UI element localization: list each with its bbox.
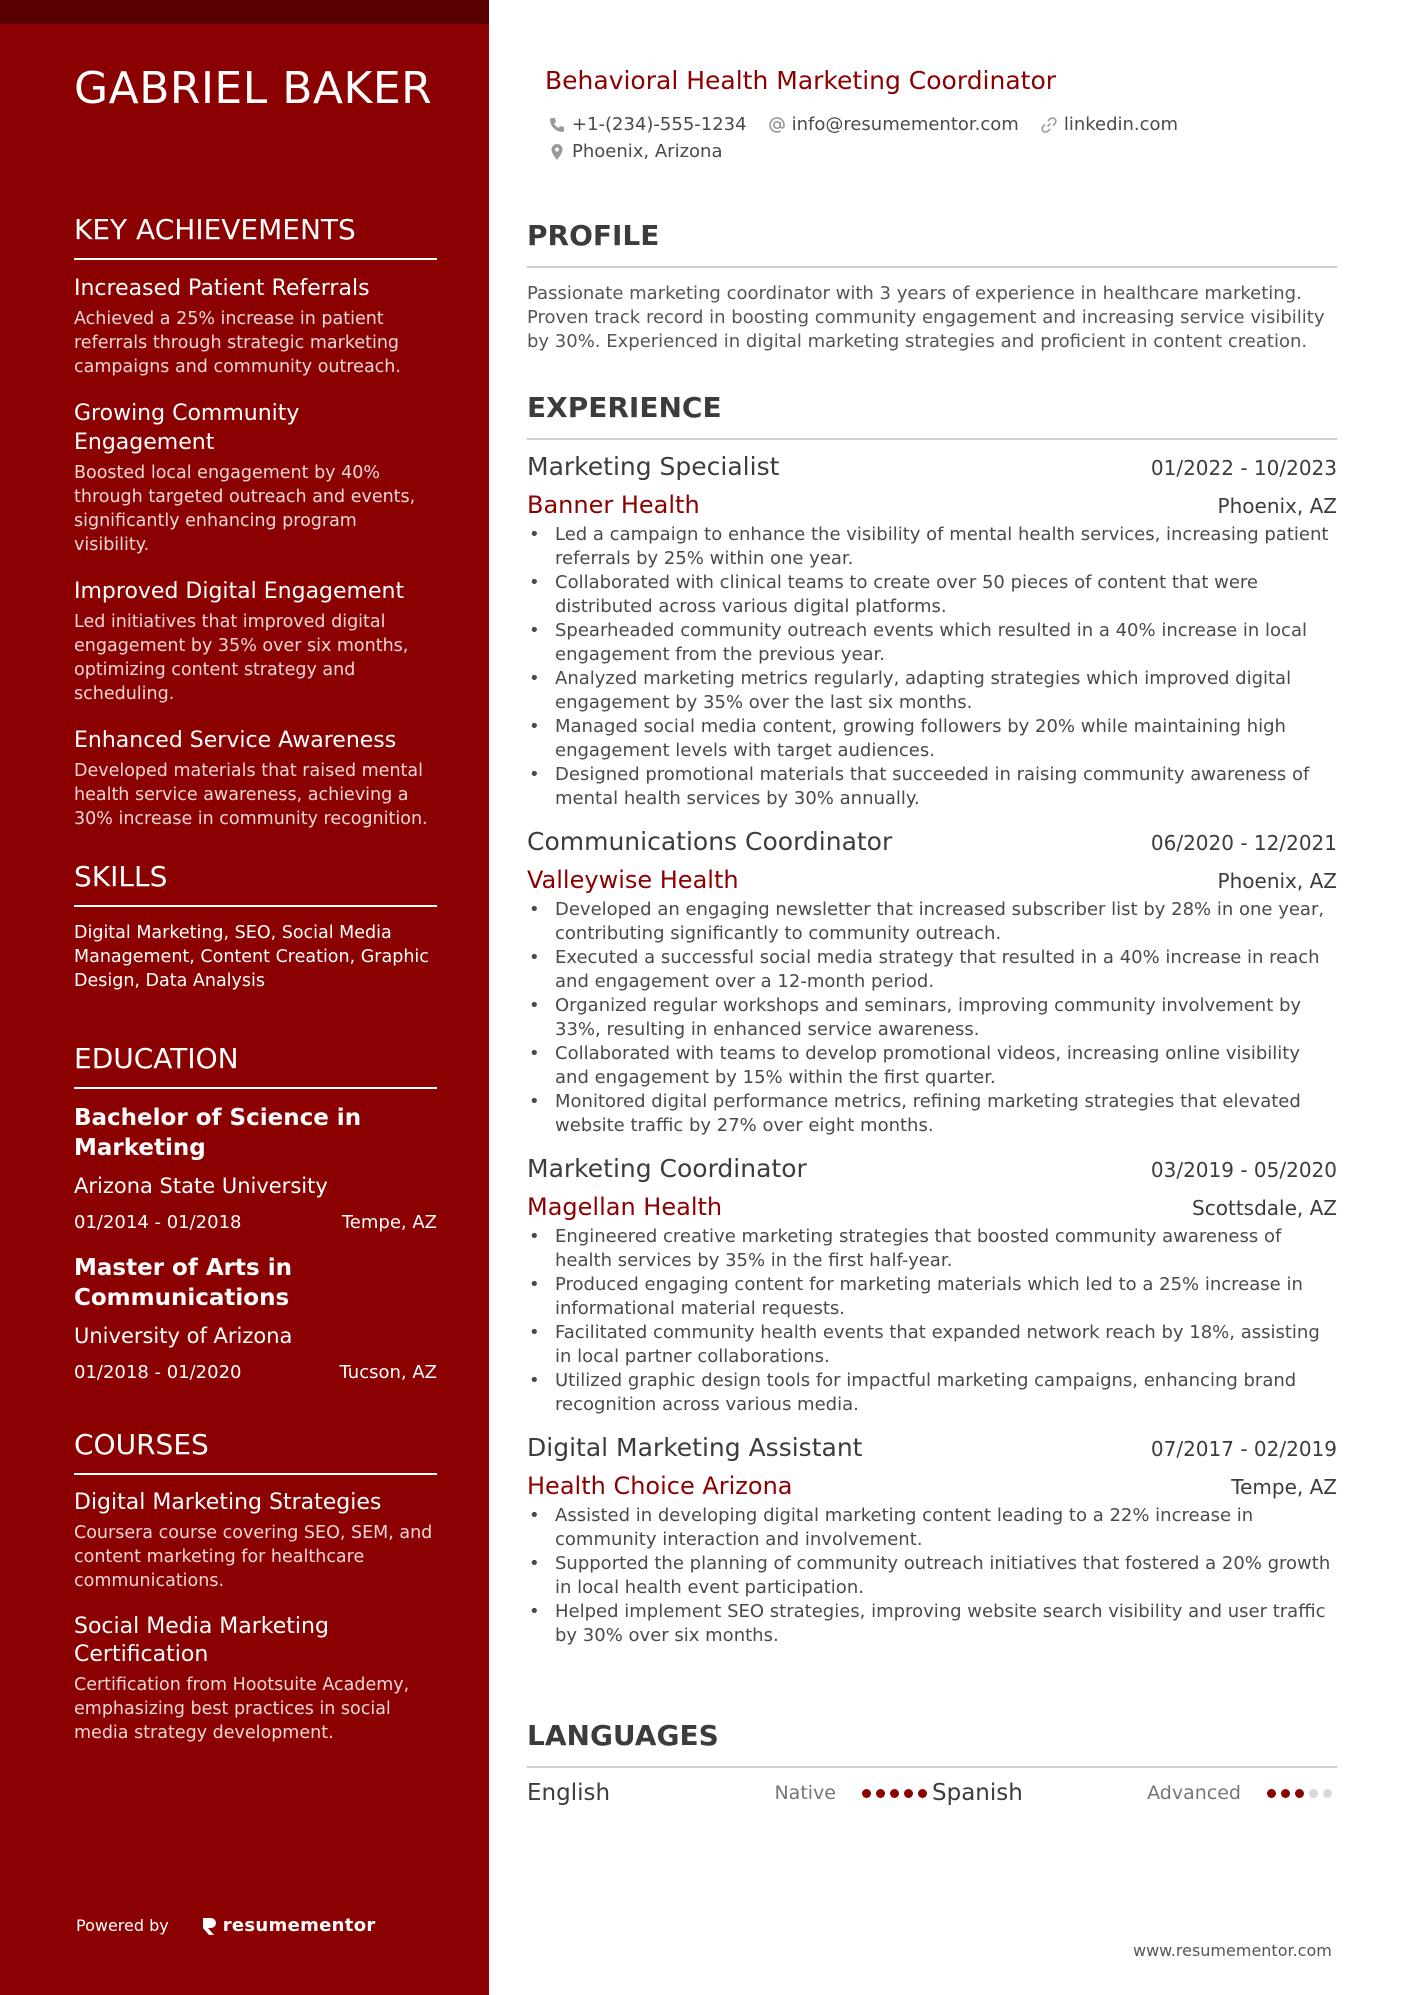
job-title: Behavioral Health Marketing Coordinator bbox=[545, 66, 1057, 95]
achievement-title: Enhanced Service Awareness bbox=[74, 728, 397, 753]
rating-dot-filled bbox=[1281, 1789, 1290, 1798]
experience-role: Marketing Specialist bbox=[527, 452, 780, 481]
achievement-title: Increased Patient Referrals bbox=[74, 276, 370, 301]
skills-section bbox=[74, 859, 437, 993]
languages-section bbox=[527, 1718, 1337, 1808]
achievement-title: Growing Community Engagement bbox=[74, 401, 300, 455]
achievement-item bbox=[74, 274, 437, 379]
language-rating bbox=[1267, 1789, 1337, 1798]
experience-bullet: • Produced engaging content for marketing materials which led to a 25% increase in informational material requests. bbox=[527, 1273, 1337, 1321]
contact-linkedin[interactable] bbox=[1039, 112, 1178, 138]
achievements-section bbox=[74, 212, 437, 831]
education-title: EDUCATION bbox=[74, 1041, 437, 1089]
experience-bullet: • Organized regular workshops and seminars, improving community involvement by 33%, resulting in enhanced service awareness. bbox=[527, 994, 1337, 1042]
language-name: Spanish bbox=[932, 1780, 1023, 1806]
course-desc: Coursera course covering SEO, SEM, and content marketing for healthcare communications. bbox=[74, 1523, 433, 1591]
experience-bullet: • Assisted in developing digital marketing content leading to a 22% increase in community interaction and involvement. bbox=[527, 1504, 1337, 1552]
education-item bbox=[74, 1103, 437, 1235]
rating-dot-empty bbox=[1323, 1789, 1332, 1798]
education-location: Tucson, AZ bbox=[339, 1362, 437, 1383]
powered-by bbox=[76, 1915, 376, 1936]
experience-item bbox=[527, 1431, 1337, 1648]
achievements-title: KEY ACHIEVEMENTS bbox=[74, 212, 437, 260]
rating-dot-filled bbox=[1267, 1789, 1276, 1798]
experience-role: Digital Marketing Assistant bbox=[527, 1433, 863, 1462]
course-desc: Certification from Hootsuite Academy, emphasizing best practices in social media strategy development. bbox=[74, 1675, 410, 1743]
experience-bullet: • Supported the planning of community outreach initiatives that fostered a 20% growth in local health event participation. bbox=[527, 1552, 1337, 1600]
achievement-title: Improved Digital Engagement bbox=[74, 579, 405, 604]
achievement-item bbox=[74, 726, 437, 831]
profile-title: PROFILE bbox=[527, 218, 1337, 268]
experience-location: Phoenix, AZ bbox=[1217, 869, 1337, 893]
experience-bullet: • Led a campaign to enhance the visibility of mental health services, increasing patient referrals by 25% within one year. bbox=[527, 523, 1337, 571]
footer-url[interactable]: www.resumementor.com bbox=[1133, 1941, 1332, 1960]
experience-item bbox=[527, 825, 1337, 1138]
phone-text: +1-(234)-555-1234 bbox=[572, 114, 747, 135]
email-text: info@resumementor.com bbox=[791, 114, 1019, 135]
experience-bullet: • Utilized graphic design tools for impactful marketing campaigns, enhancing brand recognition across various media. bbox=[527, 1369, 1337, 1417]
language-rating bbox=[862, 1789, 932, 1798]
language-name: English bbox=[527, 1780, 611, 1806]
achievement-item bbox=[74, 577, 437, 706]
experience-dates: 07/2017 - 02/2019 bbox=[1150, 1437, 1337, 1461]
experience-subheader bbox=[527, 1191, 1337, 1223]
courses-section bbox=[74, 1427, 437, 1745]
rating-dot-filled bbox=[1295, 1789, 1304, 1798]
experience-role: Marketing Coordinator bbox=[527, 1154, 807, 1183]
experience-bullet: • Developed an engaging newsletter that increased subscriber list by 28% in one year, contributing significantly to community outreach. bbox=[527, 898, 1337, 946]
resumementor-logo-icon bbox=[201, 1916, 217, 1936]
education-meta bbox=[74, 1361, 437, 1385]
languages-row bbox=[527, 1778, 1337, 1808]
location-pin-icon bbox=[547, 142, 567, 162]
contact-email[interactable] bbox=[767, 112, 1019, 138]
experience-bullet: • Managed social media content, growing followers by 20% while maintaining high engagement levels with target audiences. bbox=[527, 715, 1337, 763]
experience-company: Banner Health bbox=[527, 491, 700, 519]
main-content bbox=[527, 0, 1337, 1995]
rating-dot-filled bbox=[890, 1789, 899, 1798]
experience-location: Tempe, AZ bbox=[1231, 1475, 1337, 1499]
education-section bbox=[74, 1041, 437, 1385]
education-dates: 01/2014 - 01/2018 bbox=[74, 1212, 242, 1233]
experience-bullets bbox=[527, 1225, 1337, 1417]
achievement-item bbox=[74, 399, 437, 557]
phone-icon bbox=[547, 115, 567, 135]
achievement-desc: Led initiatives that improved digital engagement by 35% over six months, optimizing content strategy and scheduling. bbox=[74, 612, 409, 704]
experience-dates: 03/2019 - 05/2020 bbox=[1150, 1158, 1337, 1182]
experience-header bbox=[527, 1152, 1337, 1187]
sidebar bbox=[0, 0, 489, 1995]
brand-logo[interactable] bbox=[201, 1915, 376, 1936]
education-degree: Master of Arts in Communications bbox=[74, 1255, 292, 1311]
experience-bullets bbox=[527, 1504, 1337, 1648]
experience-location: Scottsdale, AZ bbox=[1192, 1196, 1337, 1220]
language-level: Advanced bbox=[1147, 1782, 1241, 1804]
sidebar-content bbox=[74, 62, 437, 1765]
experience-bullet: • Engineered creative marketing strategies that boosted community awareness of health services by 35% in the first half-year. bbox=[527, 1225, 1337, 1273]
achievement-desc: Achieved a 25% increase in patient referrals through strategic marketing campaigns and community outreach. bbox=[74, 309, 401, 377]
language-item bbox=[932, 1778, 1337, 1808]
experience-bullets bbox=[527, 523, 1337, 811]
achievement-desc: Boosted local engagement by 40% through targeted outreach and events, significantly enhancing program visibility. bbox=[74, 463, 416, 555]
education-meta bbox=[74, 1211, 437, 1235]
linkedin-text: linkedin.com bbox=[1063, 114, 1179, 135]
experience-item bbox=[527, 1152, 1337, 1417]
contact-row bbox=[547, 139, 1337, 165]
rating-dot-filled bbox=[904, 1789, 913, 1798]
experience-subheader bbox=[527, 489, 1337, 521]
contact-phone[interactable] bbox=[547, 112, 747, 138]
experience-company: Magellan Health bbox=[527, 1193, 723, 1221]
rating-dot-filled bbox=[862, 1789, 871, 1798]
rating-dot-empty bbox=[1309, 1789, 1318, 1798]
powered-by-label: Powered by bbox=[76, 1916, 169, 1935]
contact-info bbox=[547, 112, 1337, 166]
achievement-desc: Developed materials that raised mental health service awareness, achieving a 30% increase in community recognition. bbox=[74, 761, 428, 829]
experience-subheader bbox=[527, 1470, 1337, 1502]
experience-header bbox=[527, 1431, 1337, 1466]
skills-title: SKILLS bbox=[74, 859, 437, 907]
education-dates: 01/2018 - 01/2020 bbox=[74, 1362, 242, 1383]
link-icon bbox=[1039, 115, 1059, 135]
education-degree: Bachelor of Science in Marketing bbox=[74, 1105, 362, 1161]
experience-dates: 01/2022 - 10/2023 bbox=[1150, 456, 1337, 480]
location-text: Phoenix, Arizona bbox=[572, 141, 723, 162]
contact-location bbox=[547, 139, 722, 165]
course-item bbox=[74, 1489, 437, 1593]
experience-item bbox=[527, 450, 1337, 811]
experience-bullet: • Collaborated with clinical teams to create over 50 pieces of content that were distributed across various digital platforms. bbox=[527, 571, 1337, 619]
rating-dot-filled bbox=[876, 1789, 885, 1798]
education-school: Arizona State University bbox=[74, 1174, 328, 1198]
profile-section bbox=[527, 218, 1337, 354]
courses-title: COURSES bbox=[74, 1427, 437, 1475]
course-item bbox=[74, 1613, 437, 1745]
experience-location: Phoenix, AZ bbox=[1217, 494, 1337, 518]
experience-title: EXPERIENCE bbox=[527, 390, 1337, 440]
experience-bullet: • Executed a successful social media strategy that resulted in a 40% increase in reach and engagement over a 12-month period. bbox=[527, 946, 1337, 994]
experience-bullet: • Spearheaded community outreach events which resulted in a 40% increase in local engagement from the previous year. bbox=[527, 619, 1337, 667]
experience-company: Valleywise Health bbox=[527, 866, 739, 894]
experience-dates: 06/2020 - 12/2021 bbox=[1150, 831, 1337, 855]
course-title: Social Media Marketing Certification bbox=[74, 1614, 329, 1667]
candidate-name: GABRIEL BAKER bbox=[74, 63, 433, 114]
experience-header bbox=[527, 825, 1337, 860]
education-item bbox=[74, 1253, 437, 1385]
experience-bullet: • Helped implement SEO strategies, improving website search visibility and user traffic by 30% over six months. bbox=[527, 1600, 1337, 1648]
education-location: Tempe, AZ bbox=[341, 1212, 437, 1233]
language-level: Native bbox=[774, 1782, 836, 1804]
experience-section bbox=[527, 390, 1337, 1648]
rating-dot-filled bbox=[918, 1789, 927, 1798]
language-item bbox=[527, 1778, 932, 1808]
languages-title: LANGUAGES bbox=[527, 1718, 1337, 1768]
experience-bullet: • Designed promotional materials that succeeded in raising community awareness of mental health services by 30% annually. bbox=[527, 763, 1337, 811]
brand-name: resumementor bbox=[222, 1915, 376, 1936]
experience-role: Communications Coordinator bbox=[527, 827, 893, 856]
sidebar-top-bar bbox=[0, 0, 489, 24]
experience-bullet: • Collaborated with teams to develop promotional videos, increasing online visibility and engagement by 15% within the first quarter. bbox=[527, 1042, 1337, 1090]
experience-bullet: • Monitored digital performance metrics, refining marketing strategies that elevated website traffic by 27% over eight months. bbox=[527, 1090, 1337, 1138]
skills-list: Digital Marketing, SEO, Social Media Management, Content Creation, Graphic Design, Data Analysis bbox=[74, 923, 429, 991]
contact-row bbox=[547, 112, 1337, 138]
education-school: University of Arizona bbox=[74, 1324, 293, 1348]
experience-bullet: • Facilitated community health events that expanded network reach by 18%, assisting in local partner collaborations. bbox=[527, 1321, 1337, 1369]
profile-text: Passionate marketing coordinator with 3 years of experience in healthcare marketing. Proven track record in boosting community engagement and increasing service visibility by 30%. Experienced in digital marketing strategies and proficient in content creation. bbox=[527, 283, 1325, 352]
course-title: Digital Marketing Strategies bbox=[74, 1490, 382, 1515]
experience-subheader bbox=[527, 864, 1337, 896]
at-icon bbox=[767, 115, 787, 135]
experience-company: Health Choice Arizona bbox=[527, 1472, 793, 1500]
experience-bullets bbox=[527, 898, 1337, 1138]
experience-header bbox=[527, 450, 1337, 485]
experience-bullet: • Analyzed marketing metrics regularly, adapting strategies which improved digital engagement by 35% over the last six months. bbox=[527, 667, 1337, 715]
